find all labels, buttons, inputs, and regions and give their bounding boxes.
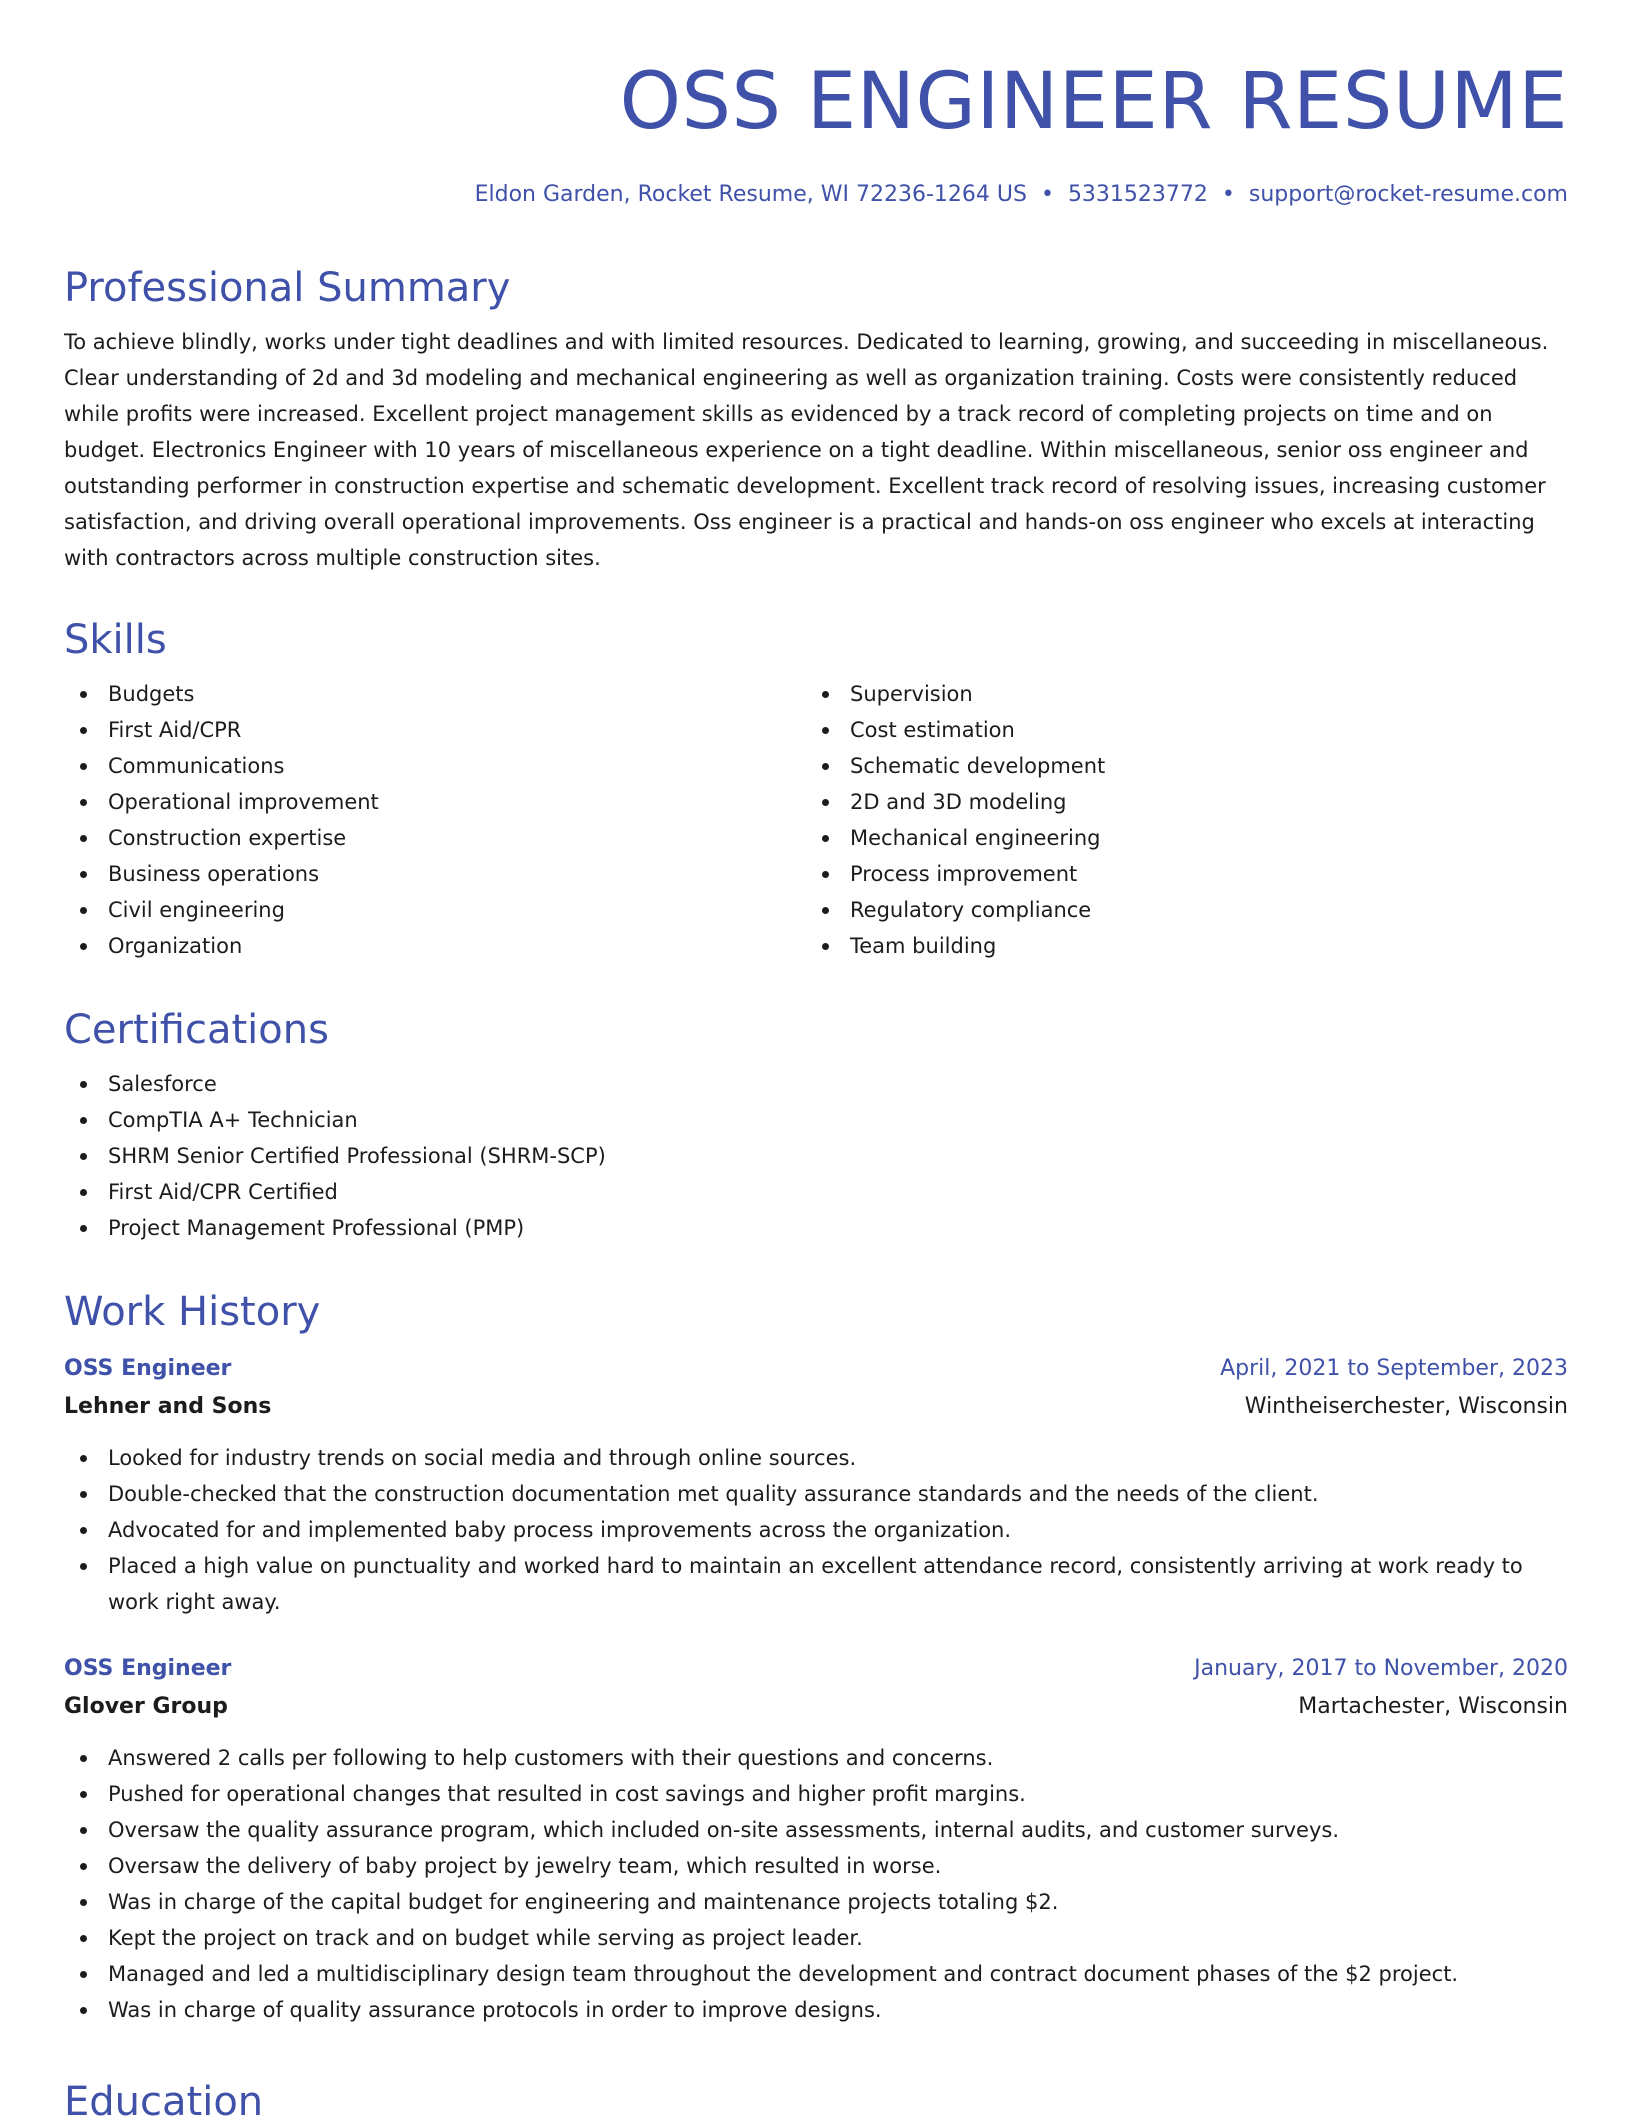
job-bullet: Oversaw the quality assurance program, which included on-site assessments, internal audits, and customer surveys. [64, 1812, 1568, 1848]
job-bullet: Oversaw the delivery of baby project by jewelry team, which resulted in worse. [64, 1848, 1568, 1884]
skills-columns [64, 676, 1568, 964]
summary-section [64, 262, 1568, 576]
skill-item: Regulatory compliance [806, 892, 1548, 928]
skill-item: Organization [64, 928, 806, 964]
contact-address: Eldon Garden, Rocket Resume, WI 72236-1264 US [474, 182, 1027, 207]
skill-item: First Aid/CPR [64, 712, 806, 748]
skill-item: Cost estimation [806, 712, 1548, 748]
job-bullet: Pushed for operational changes that resulted in cost savings and higher profit margins. [64, 1776, 1568, 1812]
skills-section [64, 614, 1568, 964]
certification-item: Project Management Professional (PMP) [64, 1210, 1568, 1246]
job-location: Wintheiserchester, Wisconsin [1244, 1394, 1568, 1419]
summary-text: To achieve blindly, works under tight deadlines and with limited resources. Dedicated to learning, growing, and succeeding in miscellaneous. Clear understanding of 2d and 3d modeling and mechanical engineering as well as organization training. Costs were consistently reduced while profits were increased. Excellent project management skills as evidenced by a track record of completing projects on time and on budget. Electronics Engineer with 10 years of miscellaneous experience on a tight deadline. Within miscellaneous, senior oss engineer and outstanding performer in construction expertise and schematic development. Excellent track record of resolving issues, increasing customer satisfaction, and driving overall operational improvements. Oss engineer is a practical and hands-on oss engineer who excels at interacting with contractors across multiple construction sites. [64, 330, 1549, 570]
job-company: Glover Group [64, 1694, 228, 1719]
contact-line [475, 180, 1568, 210]
skills-heading: Skills [64, 617, 167, 663]
skill-item: Process improvement [806, 856, 1548, 892]
job-bullet: Double-checked that the construction documentation met quality assurance standards and the needs of the client. [64, 1476, 1568, 1512]
certifications-heading: Certifications [64, 1007, 329, 1053]
job-bullets [64, 1440, 1568, 1620]
job-bullet: Placed a high value on punctuality and worked hard to maintain an excellent attendance record, consistently arriving at work ready to work right away. [64, 1548, 1568, 1620]
job-bullet: Was in charge of the capital budget for engineering and maintenance projects totaling $2. [64, 1884, 1568, 1920]
resume-title: OSS ENGINEER RESUME [619, 57, 1568, 147]
skill-item: Mechanical engineering [806, 820, 1548, 856]
job-bullets [64, 1740, 1568, 2028]
job-dates: April, 2021 to September, 2023 [1220, 1356, 1568, 1381]
job-title: OSS Engineer [64, 1656, 232, 1681]
work-history-section [64, 1286, 1568, 2028]
job-bullet: Answered 2 calls per following to help customers with their questions and concerns. [64, 1740, 1568, 1776]
job-bullet: Advocated for and implemented baby process improvements across the organization. [64, 1512, 1568, 1548]
certification-item: First Aid/CPR Certified [64, 1174, 1568, 1210]
certifications-section [64, 1004, 1568, 1246]
contact-separator: • [1040, 182, 1054, 207]
job-location: Martachester, Wisconsin [1298, 1694, 1568, 1719]
job-employer-row [64, 1388, 1568, 1426]
skill-item: 2D and 3D modeling [806, 784, 1548, 820]
skill-item: Supervision [806, 676, 1548, 712]
job-entry [64, 1650, 1568, 2028]
skill-item: Civil engineering [64, 892, 806, 928]
job-bullet: Kept the project on track and on budget while serving as project leader. [64, 1920, 1568, 1956]
skill-item: Operational improvement [64, 784, 806, 820]
contact-email[interactable]: support@rocket-resume.com [1248, 182, 1568, 207]
skill-item: Communications [64, 748, 806, 784]
job-dates: January, 2017 to November, 2020 [1194, 1656, 1568, 1681]
job-company: Lehner and Sons [64, 1394, 272, 1419]
skill-item: Business operations [64, 856, 806, 892]
skill-item: Schematic development [806, 748, 1548, 784]
certification-item: SHRM Senior Certified Professional (SHRM-SCP) [64, 1138, 1568, 1174]
work-history-heading: Work History [64, 1289, 321, 1335]
skills-right-list [806, 676, 1548, 964]
skills-left-list [64, 676, 806, 964]
job-entry [64, 1350, 1568, 1620]
job-bullet: Looked for industry trends on social media and through online sources. [64, 1440, 1568, 1476]
education-heading: Education [64, 2079, 264, 2125]
skill-item: Budgets [64, 676, 806, 712]
skill-item: Construction expertise [64, 820, 806, 856]
job-bullet: Was in charge of quality assurance protocols in order to improve designs. [64, 1992, 1568, 2028]
skill-item: Team building [806, 928, 1548, 964]
job-header-row [64, 1650, 1568, 1688]
certification-item: CompTIA A+ Technician [64, 1102, 1568, 1138]
certifications-list [64, 1066, 1568, 1246]
job-title: OSS Engineer [64, 1356, 232, 1381]
contact-phone: 5331523772 [1067, 182, 1208, 207]
job-bullet: Managed and led a multidisciplinary design team throughout the development and contract document phases of the $2 project. [64, 1956, 1568, 1992]
job-header-row [64, 1350, 1568, 1388]
job-employer-row [64, 1688, 1568, 1726]
education-section [64, 2076, 1568, 2128]
certification-item: Salesforce [64, 1066, 1568, 1102]
contact-separator: • [1221, 182, 1235, 207]
summary-heading: Professional Summary [64, 265, 511, 311]
